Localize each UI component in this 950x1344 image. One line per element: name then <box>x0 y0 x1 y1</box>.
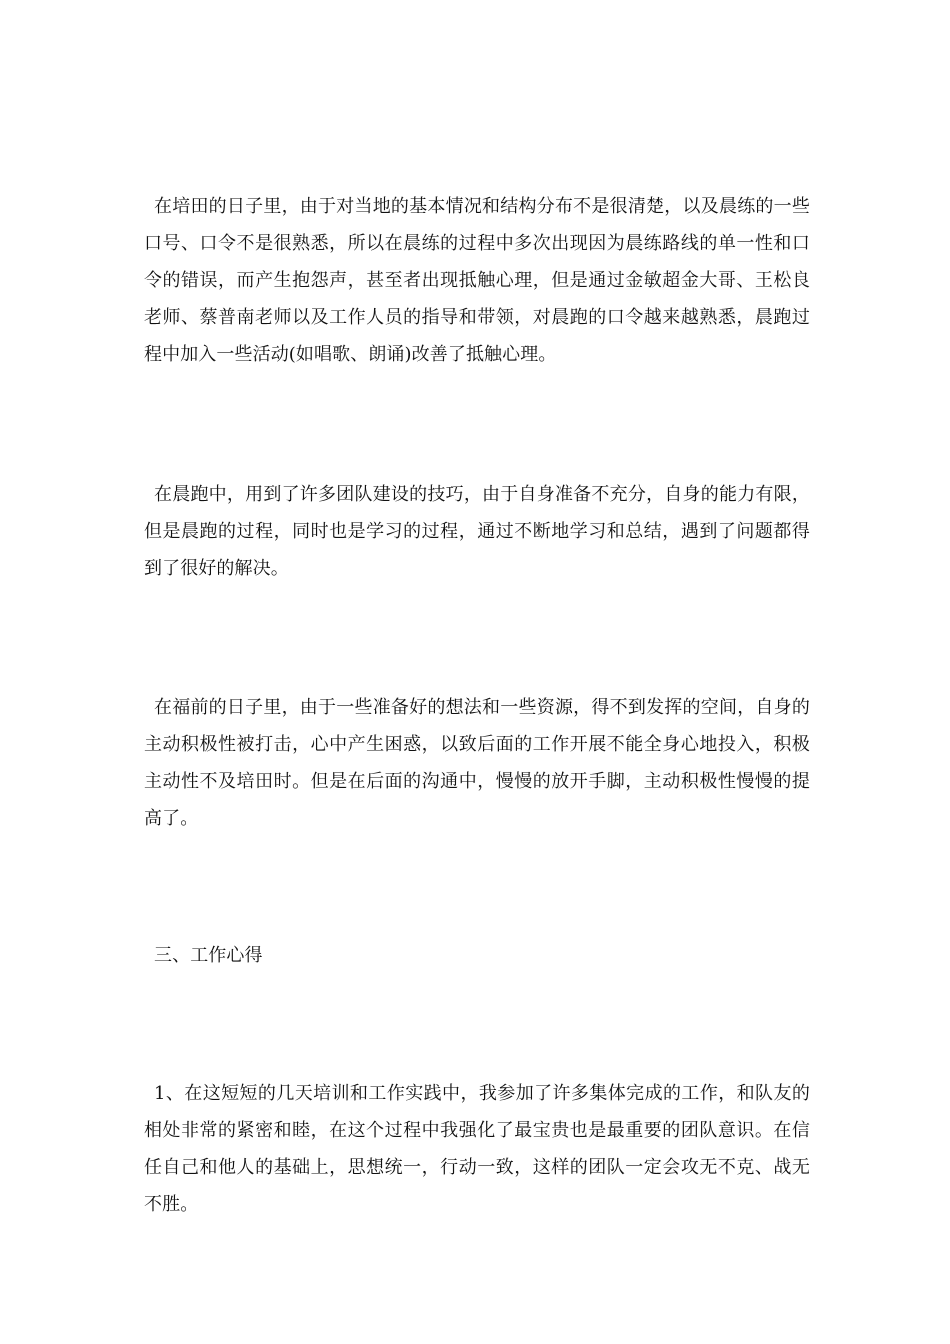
section-heading-work-experience: 三、工作心得 <box>154 945 263 966</box>
paragraph-fuqian-days: 在福前的日子里，由于一些准备好的想法和一些资源，得不到发挥的空间，自身的主动积极性被打击，心中产生困惑，以致后面的工作开展不能全身心地投入，积极主动性不及培田时。但是在后面的沟通中，慢慢的放开手脚，主动积极性慢慢的提高了。 <box>144 697 810 829</box>
paragraph-work-experience-1: 1、在这短短的几天培训和工作实践中，我参加了许多集体完成的工作，和队友的相处非常的紧密和睦，在这个过程中我强化了最宝贵也是最重要的团队意识。在信任自己和他人的基础上，思想统一，行动一致，这样的团队一定会攻无不克、战无不胜。 <box>144 1083 810 1215</box>
paragraph-morning-exercise-peitian: 在培田的日子里，由于对当地的基本情况和结构分布不是很清楚，以及晨练的一些口号、口令不是很熟悉，所以在晨练的过程中多次出现因为晨练路线的单一性和口令的错误，而产生抱怨声，甚至者出现抵触心理，但是通过金敏超金大哥、王松良老师、蔡普南老师以及工作人员的指导和带领，对晨跑的口令越来越熟悉，晨跑过程中加入一些活动(如唱歌、朗诵)改善了抵触心理。 <box>144 196 810 365</box>
paragraph-morning-run-teamwork: 在晨跑中，用到了许多团队建设的技巧，由于自身准备不充分，自身的能力有限，但是晨跑的过程，同时也是学习的过程，通过不断地学习和总结，遇到了问题都得到了很好的解决。 <box>144 484 810 579</box>
